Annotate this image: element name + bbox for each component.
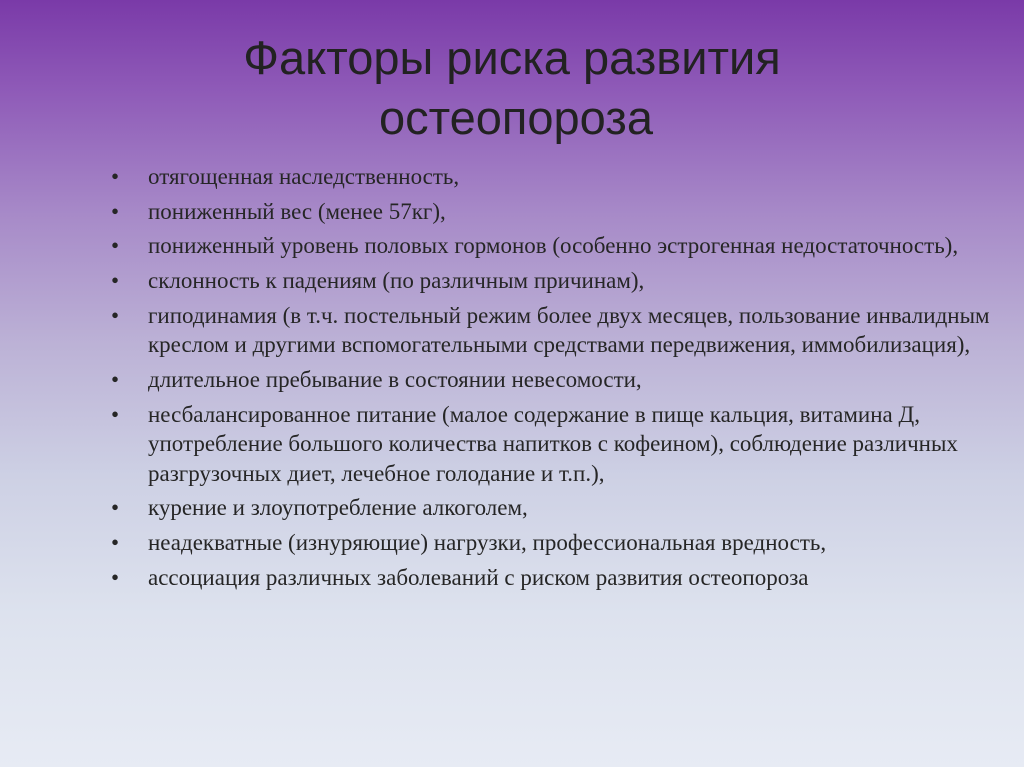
slide-title-line-1: Факторы риска развития bbox=[243, 31, 781, 84]
list-item bbox=[110, 528, 990, 558]
list-item bbox=[110, 162, 990, 192]
slide-title-line-2: остеопороза bbox=[379, 91, 653, 144]
list-item-text: склонность к падениям (по различным причинам), bbox=[148, 268, 645, 294]
list-item bbox=[110, 493, 990, 523]
bullet-icon: • bbox=[111, 164, 120, 189]
bullet-icon: • bbox=[111, 198, 120, 224]
list-item bbox=[110, 197, 990, 227]
bullet-icon: • bbox=[111, 530, 120, 555]
bullet-icon: • bbox=[111, 268, 120, 294]
bullet-icon: • bbox=[111, 366, 120, 392]
list-item-text: длительное пребывание в состоянии невесомости, bbox=[148, 366, 642, 392]
list-item-text: пониженный вес (менее 57кг), bbox=[148, 198, 446, 224]
list-item-text: курение и злоупотребление алкоголем, bbox=[148, 495, 528, 521]
list-item-text: несбалансированное питание (малое содержание в пище кальция, витамина Д, употребление большого количества напитков с кофеином), соблюдение различных разгрузочных диет, лечебное голодание и т.п.), bbox=[148, 401, 958, 486]
list-item-text: ассоциация различных заболеваний с риском развития остеопороза bbox=[148, 564, 809, 590]
list-item-text: неадекватные (изнуряющие) нагрузки, профессиональная вредность, bbox=[148, 530, 827, 555]
bullet-icon: • bbox=[111, 233, 120, 259]
list-item bbox=[110, 301, 990, 360]
list-item bbox=[110, 400, 990, 489]
list-item bbox=[110, 266, 990, 296]
list-item bbox=[110, 563, 990, 593]
bullet-icon: • bbox=[111, 302, 120, 328]
bullet-icon: • bbox=[111, 495, 120, 521]
risk-factors-list bbox=[110, 162, 990, 597]
list-item bbox=[110, 365, 990, 395]
list-item-text: пониженный уровень половых гормонов (особенно эстрогенная недостаточность), bbox=[148, 233, 959, 259]
list-item bbox=[110, 231, 990, 261]
list-item-text: отягощенная наследственность, bbox=[148, 164, 460, 189]
slide-title bbox=[0, 28, 1024, 148]
bullet-icon: • bbox=[111, 401, 120, 427]
list-item-text: гиподинамия (в т.ч. постельный режим более двух месяцев, пользование инвалидным креслом и другими вспомогательными средствами передвижения, иммобилизация), bbox=[148, 302, 990, 358]
bullet-icon: • bbox=[111, 564, 120, 590]
